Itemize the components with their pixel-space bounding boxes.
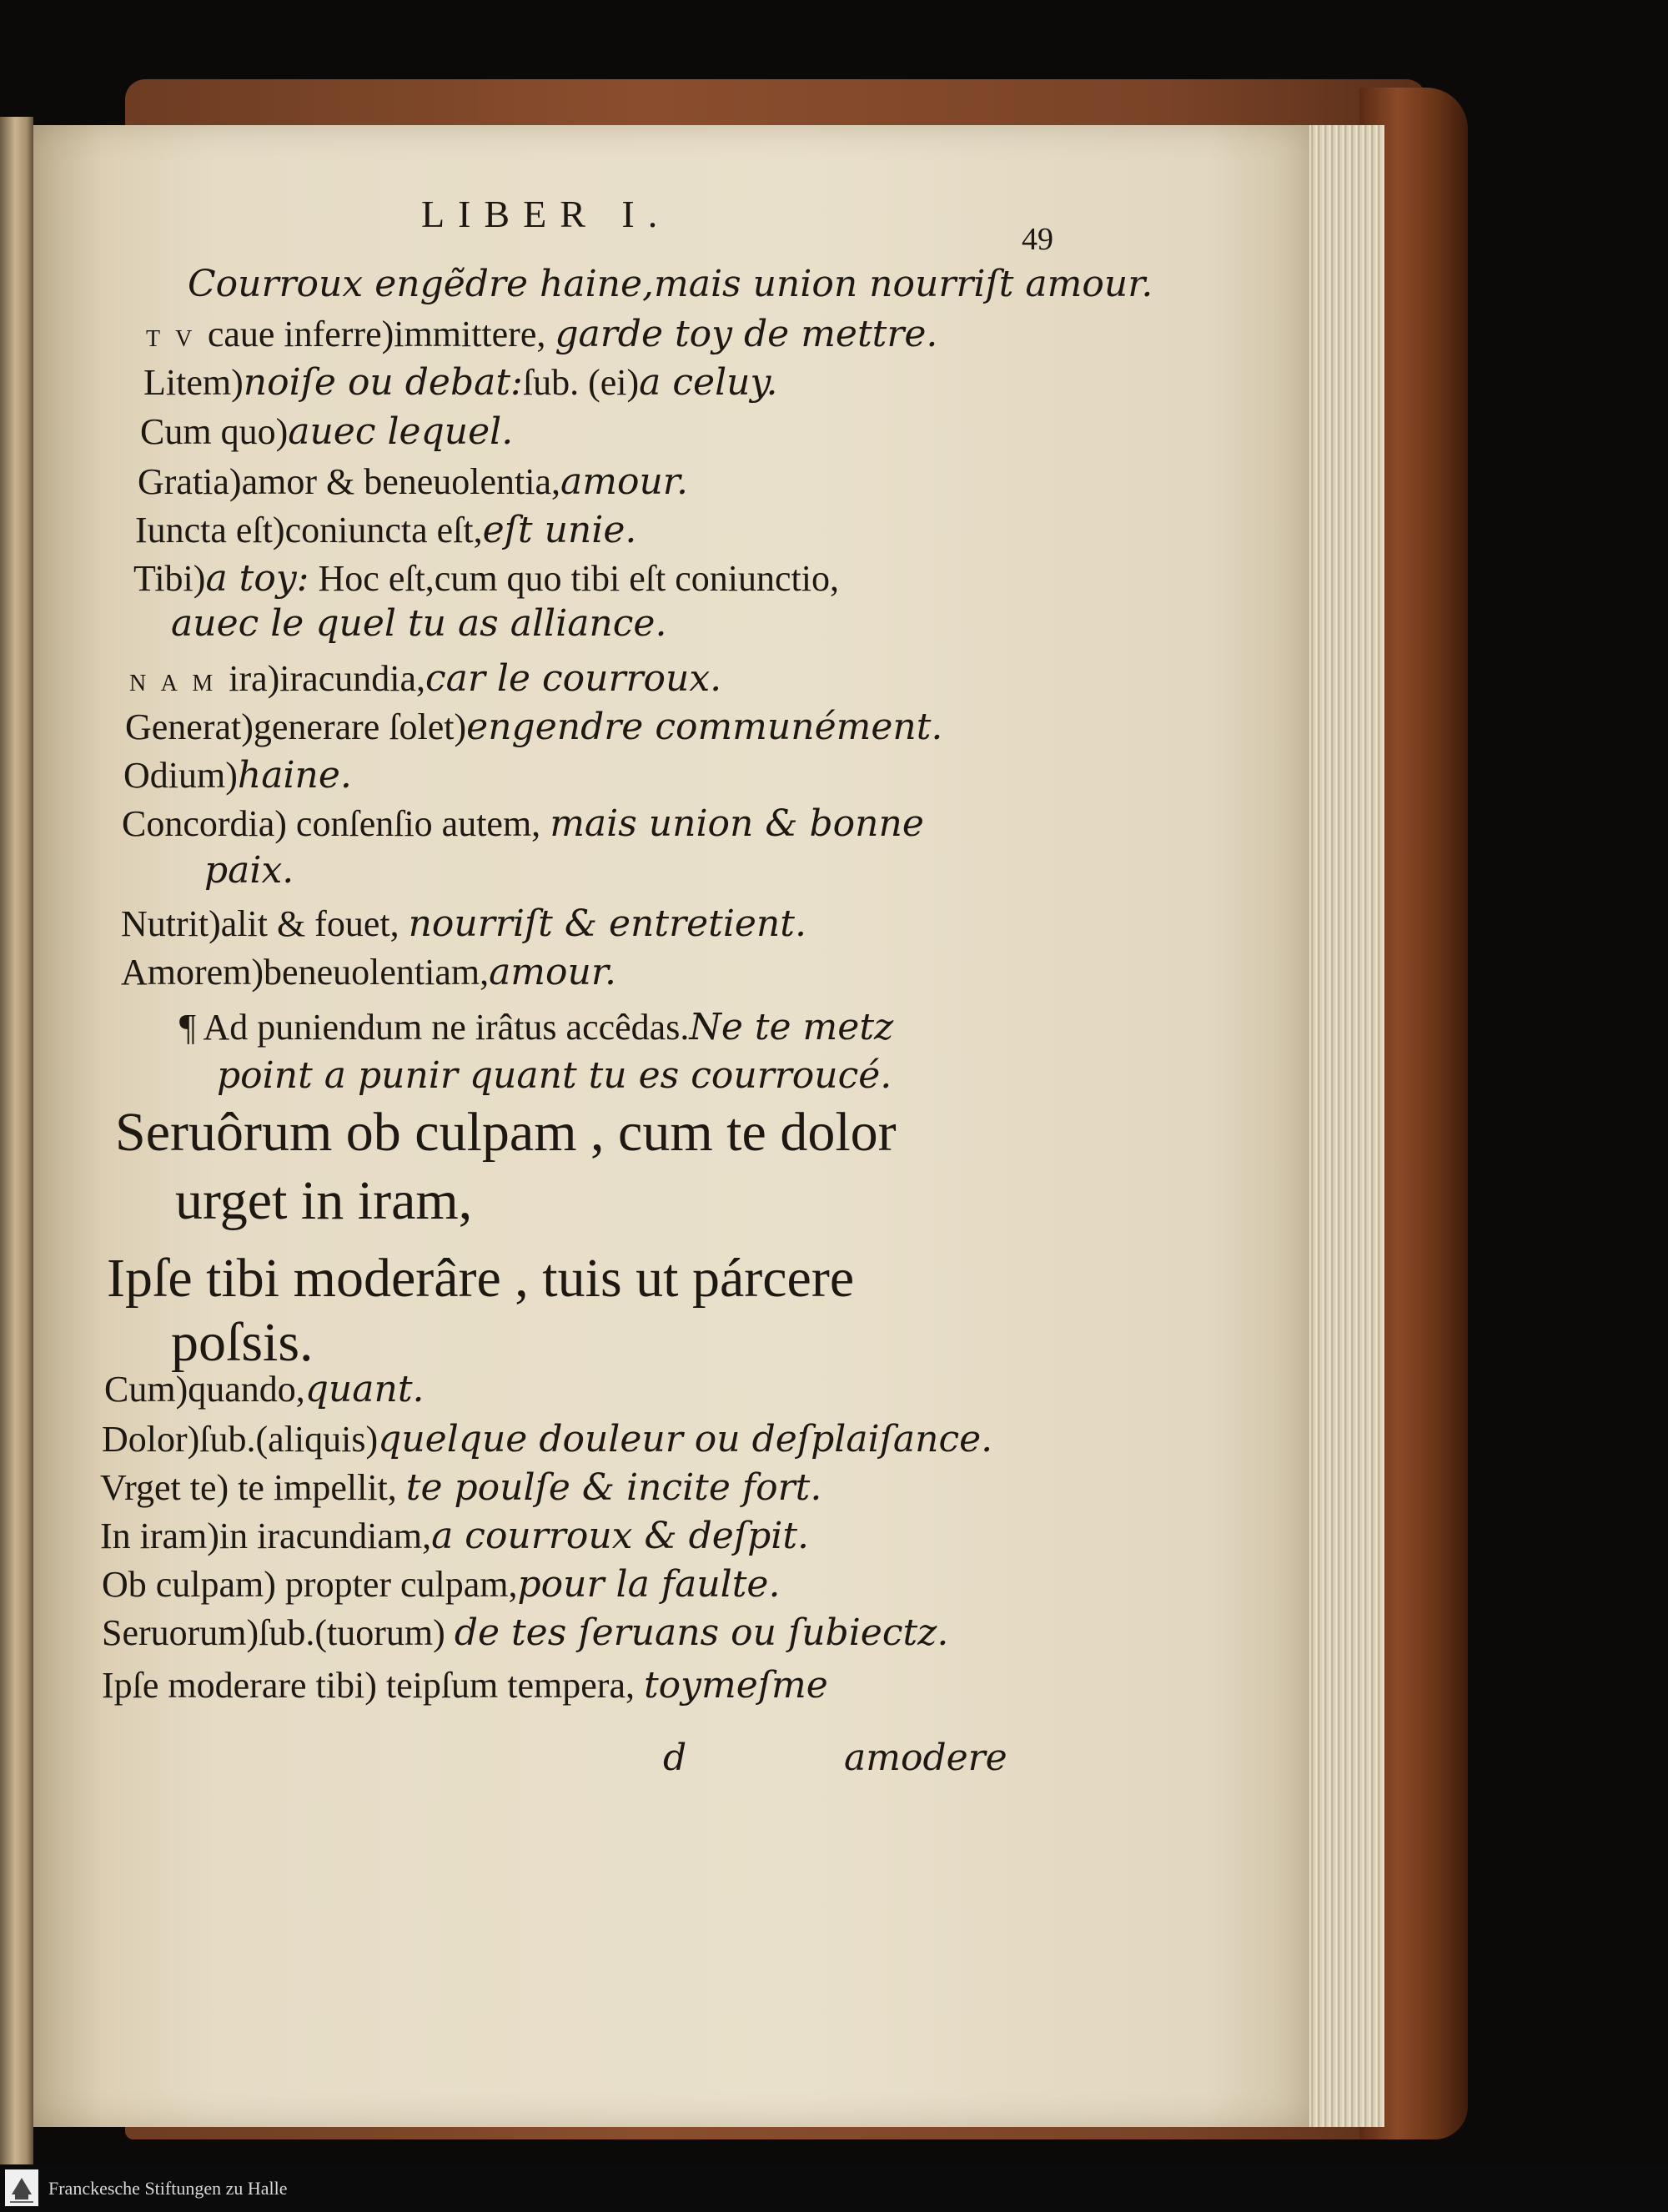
text-run: toymeſme <box>643 1664 828 1707</box>
line-gloss-courroux <box>188 263 1153 305</box>
text-run: te poulſe & incite fort. <box>405 1466 822 1509</box>
text-run: a toy: <box>205 557 309 600</box>
text-run: Ob culpam) propter culpam, <box>102 1564 518 1605</box>
text-run: auec lequel. <box>288 410 514 453</box>
page-fore-edge <box>1301 125 1384 2127</box>
line-nutrit <box>121 902 806 945</box>
text-run: Seruorum)ſub.(tuorum) <box>102 1612 455 1653</box>
text-run: urget in iram, <box>175 1170 473 1231</box>
line-amorem <box>121 951 616 993</box>
line-rubric-puniendum <box>179 1006 893 1048</box>
line-generat <box>125 706 942 748</box>
page-number: 49 <box>1022 222 1053 257</box>
text-run: caue inferre)immittere, <box>207 314 555 354</box>
left-page-edge <box>0 117 33 2185</box>
text-run: car le courroux. <box>425 657 722 700</box>
text-run: de tes ſeruans ou ſubiectz. <box>454 1611 949 1654</box>
text-run: Seruôrum ob culpam , cum te dolor <box>115 1102 897 1163</box>
line-iuncta <box>135 509 636 551</box>
line-nam-ira <box>129 657 721 700</box>
text-run: Cum quo) <box>140 411 289 452</box>
text-run: a courroux & deſpit. <box>431 1515 810 1557</box>
text-run: point a punir quant tu es courroucé. <box>217 1054 892 1097</box>
line-concordia <box>122 802 924 845</box>
line-cum-quando <box>104 1368 425 1410</box>
line-ob-culpam <box>102 1563 780 1606</box>
text-run: ſub. (ei) <box>522 362 640 403</box>
text-run: Hoc eſt,cum quo tibi eſt coniunctio, <box>309 558 839 599</box>
text-run: a celuy. <box>639 361 778 404</box>
text-run: Ipſe tibi moderâre , tuis ut párcere <box>107 1248 855 1309</box>
text-run: Nutrit)alit & fouet, <box>121 903 409 944</box>
text-run: Amorem)beneuolentiam, <box>121 952 490 993</box>
line-seruorum <box>102 1611 948 1654</box>
text-run: mais union & bonne <box>550 802 924 845</box>
text-run: Iuncta eſt)coniuncta eſt, <box>135 510 483 550</box>
running-head: LIBER I. <box>421 193 671 235</box>
line-in-iram <box>100 1515 809 1557</box>
text-run: Litem) <box>143 362 244 403</box>
line-gratia <box>138 460 688 503</box>
verse-line-2 <box>175 1169 472 1233</box>
text-run: noiſe ou debat: <box>243 361 523 404</box>
text-run: Concordia) conſenſio autem, <box>122 803 550 844</box>
line-odium <box>123 754 352 797</box>
text-run: poſsis. <box>171 1312 314 1373</box>
text-run: Cum)quando, <box>104 1369 305 1410</box>
institution-logo-icon <box>5 2169 38 2206</box>
verse-line-3 <box>107 1247 854 1310</box>
text-run: Ne te metz <box>689 1006 894 1048</box>
text-run: Gratia)amor & beneuolentia, <box>138 461 561 502</box>
text-run: amour. <box>489 951 617 993</box>
line-rubric-cont <box>217 1054 892 1097</box>
text-run: ira)iracundia, <box>229 658 425 699</box>
text-run: pour la faulte. <box>517 1563 781 1606</box>
text-run: engendre communément. <box>466 706 943 748</box>
footer-institution: Franckesche Stiftungen zu Halle <box>48 2178 288 2199</box>
text-run: eſt unie. <box>482 509 637 551</box>
text-run: Generat)generare ſolet) <box>125 706 467 747</box>
text-run: auec le quel tu as alliance. <box>171 602 667 645</box>
text-run: Courroux engẽdre haine,mais union nourriſt amour. <box>188 263 1153 305</box>
line-tibi-cont <box>171 602 666 645</box>
verse-line-1 <box>115 1101 897 1164</box>
line-litem <box>143 361 777 404</box>
signature-mark: d <box>663 1737 687 1779</box>
line-dolor <box>102 1418 992 1460</box>
text-run: amour. <box>560 460 688 503</box>
verse-line-4 <box>171 1311 314 1375</box>
text-run: Ipſe moderare tibi) teipſum tempera, <box>102 1665 644 1706</box>
text-run: haine. <box>237 754 352 797</box>
line-concordia-cont <box>204 849 294 892</box>
text-run: ¶ Ad puniendum ne irâtus accêdas. <box>179 1007 690 1048</box>
line-ipse <box>102 1664 828 1707</box>
text-run: quant. <box>304 1368 425 1410</box>
line-tibi <box>133 557 839 600</box>
text-run: Dolor)ſub.(aliquis) <box>102 1419 379 1460</box>
line-cum-quo <box>140 410 513 453</box>
text-run: quelque douleur ou deſplaiſance. <box>378 1418 993 1460</box>
line-tu-caue <box>146 313 937 355</box>
text-run: garde toy de mettre. <box>555 313 938 355</box>
text-run: paix. <box>204 849 294 892</box>
text-run: T V <box>146 326 208 352</box>
catchword: amodere <box>844 1737 1007 1779</box>
text-run: Tibi) <box>133 558 206 599</box>
line-vrget <box>100 1466 821 1509</box>
text-run: In iram)in iracundiam, <box>100 1516 432 1556</box>
text-run: nourriſt & entretient. <box>408 902 806 945</box>
text-run: Vrget te) te impellit, <box>100 1467 406 1508</box>
text-run: N A M <box>129 671 229 696</box>
text-run: Odium) <box>123 755 238 796</box>
footer-bar <box>0 2164 1668 2212</box>
